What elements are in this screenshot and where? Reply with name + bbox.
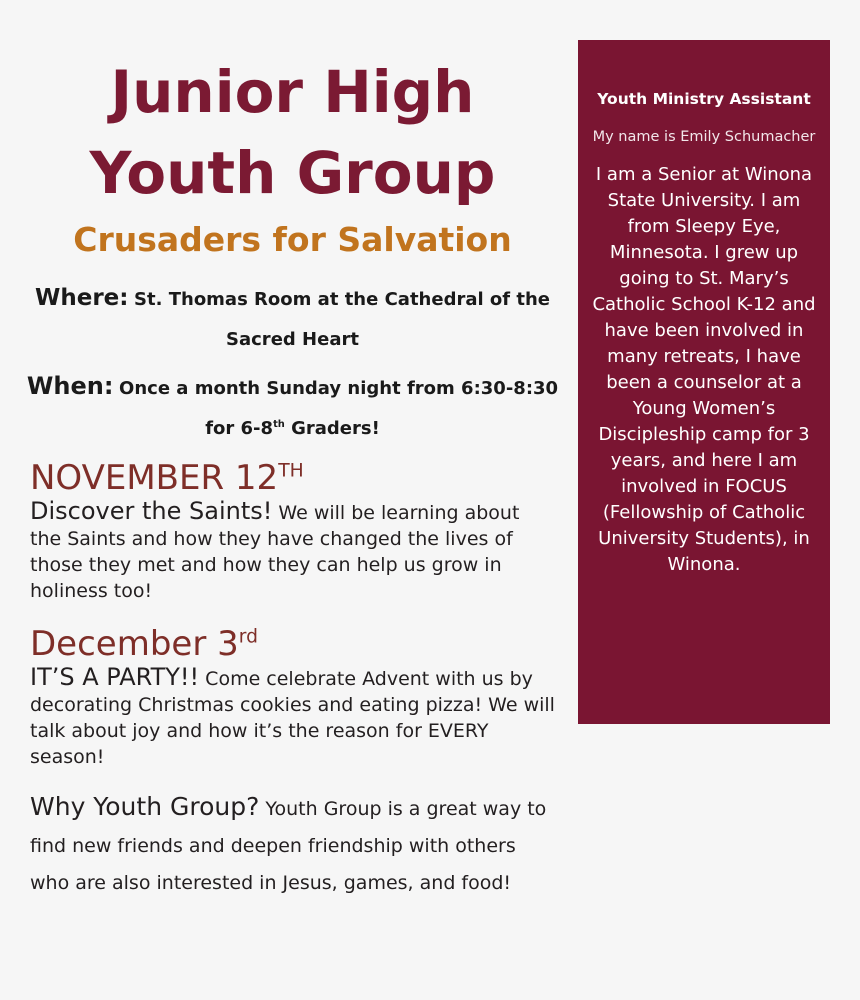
page-title (40, 52, 545, 214)
event-date-main: December 3 (30, 624, 239, 664)
event-date-sup: rd (238, 626, 258, 648)
event-lead: Discover the Saints! (30, 497, 273, 525)
event-date (30, 624, 555, 664)
when-text (119, 378, 558, 439)
sidebar-title: Youth Ministry Assistant (597, 90, 811, 108)
when-text-main: Once a month Sunday night from 6:30-8:30 for 6-8 (119, 378, 559, 439)
sidebar-name-line: My name is Emily Schumacher (592, 129, 816, 145)
when-text-end: Graders! (291, 418, 380, 439)
where-text: St. Thomas Room at the Cathedral of the Sacred Heart (134, 289, 551, 350)
why-body: Youth Group is a great way to find new friends and deepen friendship with others who are also interested in Jesus, games, and food! (30, 798, 547, 894)
event-body-text: Come celebrate Advent with us by decorating Christmas cookies and eating pizza! We will talk about joy and how it’s the reason for EVERY season! (30, 668, 555, 768)
event-november (30, 458, 555, 604)
event-date-main: NOVEMBER 12 (30, 458, 279, 498)
event-lead: IT’S A PARTY!! (30, 663, 200, 691)
event-description (30, 664, 555, 770)
event-date-sup: TH (278, 460, 304, 482)
group-subtitle: Crusaders for Salvation (73, 220, 512, 259)
sidebar-bio: I am a Senior at Winona State University. I am from Sleepy Eye, Minnesota. I grew up going to St. Mary’s Catholic School K-12 and have been involved in many retreats, I have been a counselor at a Young Women’s Discipleship camp for 3 years, and here I am involved in FOCUS (Fellowship of Catholic University Students), in Winona. (592, 164, 816, 575)
event-december (30, 624, 555, 770)
title-line-2: Youth Group (89, 139, 496, 208)
where-line (20, 278, 565, 360)
where-label: Where: (34, 285, 129, 311)
title-line-1: Junior High (110, 58, 475, 126)
event-description (30, 498, 555, 604)
why-lead: Why Youth Group? (30, 792, 260, 821)
when-label: When: (26, 372, 114, 400)
event-body-text: We will be learning about the Saints and how they have changed the lives of those they met and how they can help us grow in holiness too! (30, 502, 520, 602)
when-text-sup: th (273, 419, 285, 430)
assistant-sidebar (578, 40, 830, 724)
why-youth-group (30, 788, 555, 902)
event-date (30, 458, 555, 498)
when-line (20, 366, 565, 449)
